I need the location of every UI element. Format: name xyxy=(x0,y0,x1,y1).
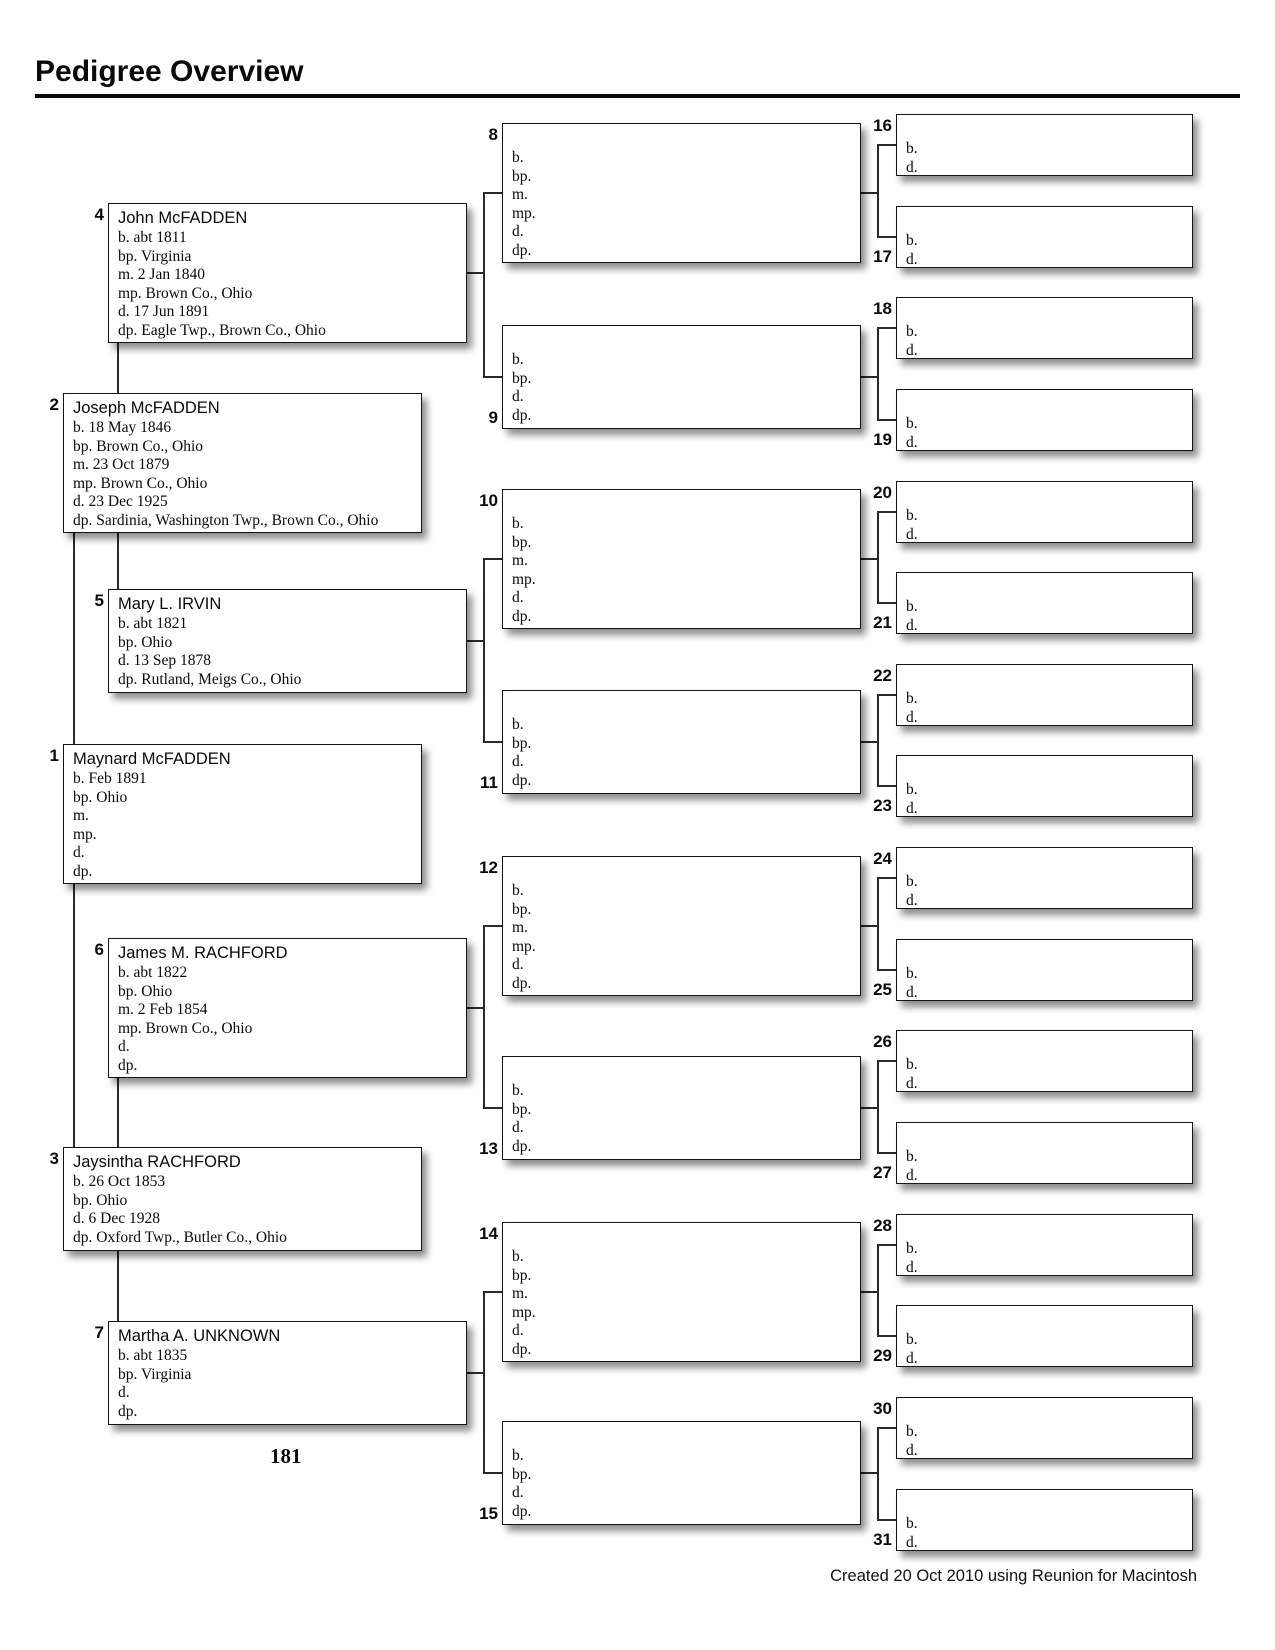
person-field-dp: dp. Oxford Twp., Butler Co., Ohio xyxy=(73,1228,287,1246)
person-number: 8 xyxy=(488,125,498,144)
person-field-mp: mp. Brown Co., Ohio xyxy=(73,474,208,492)
person-name xyxy=(512,1426,854,1447)
person-field-dp: dp. xyxy=(73,862,93,880)
connector-line xyxy=(861,558,877,560)
person-field-d: d. xyxy=(906,1441,918,1459)
person-field-dp: dp. Rutland, Meigs Co., Ohio xyxy=(118,670,302,688)
person-number: 13 xyxy=(479,1139,498,1158)
connector-line xyxy=(483,192,485,378)
person-field-bp: bp. Ohio xyxy=(73,788,128,806)
connector-line xyxy=(861,376,877,378)
connector-line xyxy=(483,192,502,194)
connector-line xyxy=(483,1291,502,1293)
person-field-d: d. xyxy=(906,341,918,359)
connector-line xyxy=(483,1291,485,1474)
person-field-b: b. xyxy=(906,965,918,982)
person-field-bp: bp. xyxy=(512,1100,532,1118)
connector-line xyxy=(877,785,896,787)
person-field-mp: mp. Brown Co., Ohio xyxy=(118,284,253,302)
person-field-d: d. xyxy=(906,983,918,1001)
person-name: Jaysintha RACHFORD xyxy=(73,1153,241,1171)
person-field-bp: bp. xyxy=(512,900,532,918)
person-name: Joseph McFADDEN xyxy=(73,399,220,417)
person-box-3 xyxy=(63,1147,422,1251)
person-name: James M. RACHFORD xyxy=(118,944,288,962)
person-field-d: d. 6 Dec 1928 xyxy=(73,1210,160,1227)
person-name: Martha A. UNKNOWN xyxy=(118,1327,281,1345)
person-field-b: b. 26 Oct 1853 xyxy=(73,1173,166,1190)
person-box-11 xyxy=(502,690,861,794)
person-box-21 xyxy=(896,572,1193,634)
connector-line xyxy=(877,511,896,513)
person-number: 6 xyxy=(94,940,104,959)
person-field-d: d. xyxy=(906,158,918,176)
connector-line xyxy=(877,1152,896,1154)
person-number: 4 xyxy=(94,205,104,224)
person-field-d: d. xyxy=(512,1322,524,1339)
person-field-bp: bp. Brown Co., Ohio xyxy=(73,437,204,455)
page-number: 181 xyxy=(270,1444,302,1468)
person-field-dp: dp. xyxy=(512,1502,532,1520)
person-field-mp: mp. Brown Co., Ohio xyxy=(118,1019,253,1037)
person-name xyxy=(512,695,854,716)
person-box-4 xyxy=(108,203,467,343)
person-field-mp: mp. xyxy=(512,1303,536,1321)
connector-line xyxy=(877,327,879,421)
connector-line xyxy=(877,1427,896,1429)
person-field-mp: mp. xyxy=(73,825,97,843)
person-field-dp: dp. xyxy=(512,406,532,424)
person-name xyxy=(512,1061,854,1082)
person-number: 30 xyxy=(873,1399,892,1418)
person-number: 29 xyxy=(873,1346,892,1365)
person-field-d: d. xyxy=(906,708,918,726)
connector-line xyxy=(877,327,896,329)
person-number: 10 xyxy=(479,491,498,510)
person-box-13 xyxy=(502,1056,861,1160)
person-field-b: b. xyxy=(512,1447,524,1464)
connector-line xyxy=(483,1107,502,1109)
person-field-b: b. xyxy=(906,1515,918,1532)
connector-line xyxy=(483,925,502,927)
person-box-6 xyxy=(108,938,467,1078)
footer-credit: Created 20 Oct 2010 using Reunion for Macintosh xyxy=(830,1567,1197,1585)
person-name xyxy=(512,494,854,515)
person-field-dp: dp. xyxy=(512,241,532,259)
person-field-d: d. xyxy=(906,891,918,909)
person-number: 22 xyxy=(873,666,892,685)
person-number: 15 xyxy=(479,1504,498,1523)
person-box-27 xyxy=(896,1122,1193,1184)
person-field-b: b. xyxy=(906,690,918,707)
person-number: 24 xyxy=(873,849,892,868)
person-number: 12 xyxy=(479,858,498,877)
person-name xyxy=(906,211,1186,232)
person-field-bp: bp. Virginia xyxy=(118,247,192,265)
person-field-dp: dp. Sardinia, Washington Twp., Brown Co., Ohio xyxy=(73,511,379,529)
person-field-b: b. xyxy=(906,323,918,340)
person-number: 23 xyxy=(873,796,892,815)
person-number: 21 xyxy=(873,613,892,632)
person-name xyxy=(906,760,1186,781)
person-field-bp: bp. xyxy=(512,734,532,752)
connector-line xyxy=(861,1472,877,1474)
person-number: 28 xyxy=(873,1216,892,1235)
person-field-m: m. xyxy=(512,919,528,936)
person-number: 2 xyxy=(49,395,59,414)
person-field-m: m. 2 Jan 1840 xyxy=(118,266,205,283)
person-field-d: d. xyxy=(906,1258,918,1276)
person-field-d: d. xyxy=(512,589,524,606)
person-field-bp: bp. xyxy=(512,369,532,387)
person-name xyxy=(512,128,854,149)
person-field-bp: bp. xyxy=(512,167,532,185)
person-field-d: d. xyxy=(118,1384,130,1401)
person-box-18 xyxy=(896,297,1193,359)
connector-line xyxy=(877,694,896,696)
page-title: Pedigree Overview xyxy=(35,55,304,88)
connector-line xyxy=(861,192,877,194)
person-box-9 xyxy=(502,325,861,429)
connector-line xyxy=(483,1472,502,1474)
person-field-b: b. xyxy=(906,507,918,524)
person-field-b: b. xyxy=(906,1423,918,1440)
person-box-17 xyxy=(896,206,1193,268)
person-number: 17 xyxy=(873,247,892,266)
person-field-d: d. xyxy=(73,844,85,861)
person-box-19 xyxy=(896,389,1193,451)
person-number: 5 xyxy=(94,591,104,610)
person-field-dp: dp. xyxy=(118,1056,138,1074)
person-field-d: d. xyxy=(906,525,918,543)
person-field-m: m. 23 Oct 1879 xyxy=(73,456,170,473)
person-field-m: m. 2 Feb 1854 xyxy=(118,1001,208,1018)
person-number: 31 xyxy=(873,1530,892,1549)
person-name xyxy=(906,1127,1186,1148)
connector-line xyxy=(483,741,502,743)
person-number: 14 xyxy=(479,1224,498,1243)
person-name: Maynard McFADDEN xyxy=(73,750,231,768)
person-name xyxy=(906,1310,1186,1331)
person-field-b: b. xyxy=(512,351,524,368)
person-field-b: b. xyxy=(906,1056,918,1073)
connector-line xyxy=(877,511,879,604)
title-underline xyxy=(35,94,1240,98)
person-field-bp: bp. Ohio xyxy=(118,982,173,1000)
connector-line xyxy=(483,558,502,560)
person-field-b: b. xyxy=(906,232,918,249)
person-field-d: d. xyxy=(906,433,918,451)
person-name xyxy=(906,852,1186,873)
connector-line xyxy=(861,925,877,927)
person-field-b: b. xyxy=(906,1331,918,1348)
person-field-d: d. xyxy=(906,799,918,817)
person-number: 11 xyxy=(480,773,498,792)
person-field-d: d. xyxy=(906,1533,918,1551)
connector-line xyxy=(877,1244,896,1246)
person-box-26 xyxy=(896,1030,1193,1092)
connector-line xyxy=(877,1060,879,1154)
connector-line xyxy=(467,272,483,274)
person-field-b: b. xyxy=(906,873,918,890)
person-field-d: d. 13 Sep 1878 xyxy=(118,652,211,669)
person-name: Mary L. IRVIN xyxy=(118,595,222,613)
person-number: 16 xyxy=(873,116,892,135)
person-field-b: b. xyxy=(906,1148,918,1165)
connector-line xyxy=(483,558,485,743)
person-field-b: b. xyxy=(906,1240,918,1257)
person-name xyxy=(906,1035,1186,1056)
person-field-d: d. xyxy=(906,1074,918,1092)
connector-line xyxy=(877,144,896,146)
connector-line xyxy=(467,1007,483,1009)
person-name xyxy=(906,394,1186,415)
person-field-dp: dp. xyxy=(512,1340,532,1358)
person-field-m: m. xyxy=(512,1285,528,1302)
person-field-b: b. xyxy=(906,598,918,615)
connector-line xyxy=(877,144,879,238)
person-field-d: d. xyxy=(906,250,918,268)
person-field-dp: dp. xyxy=(118,1402,138,1420)
person-field-m: m. xyxy=(73,807,89,824)
person-field-b: b. xyxy=(512,515,524,532)
connector-line xyxy=(877,1519,896,1521)
person-number: 25 xyxy=(873,980,892,999)
person-field-dp: dp. xyxy=(512,1137,532,1155)
person-box-30 xyxy=(896,1397,1193,1459)
person-field-b: b. xyxy=(512,1082,524,1099)
person-field-dp: dp. xyxy=(512,974,532,992)
person-field-dp: dp. Eagle Twp., Brown Co., Ohio xyxy=(118,321,326,339)
person-box-31 xyxy=(896,1489,1193,1551)
person-field-d: d. xyxy=(512,1119,524,1136)
person-field-m: m. xyxy=(512,186,528,203)
person-box-14 xyxy=(502,1222,861,1362)
person-box-28 xyxy=(896,1214,1193,1276)
connector-line xyxy=(877,877,896,879)
person-name xyxy=(906,669,1186,690)
person-name xyxy=(906,486,1186,507)
person-box-8 xyxy=(502,123,861,263)
person-number: 18 xyxy=(873,299,892,318)
connector-line xyxy=(861,741,877,743)
person-box-20 xyxy=(896,481,1193,543)
person-field-mp: mp. xyxy=(512,937,536,955)
person-box-5 xyxy=(108,589,467,693)
person-field-b: b. xyxy=(906,781,918,798)
person-number: 1 xyxy=(49,746,59,765)
person-field-mp: mp. xyxy=(512,570,536,588)
person-field-b: b. abt 1822 xyxy=(118,964,188,981)
connector-line xyxy=(467,1372,483,1374)
person-name xyxy=(906,1494,1186,1515)
person-field-d: d. xyxy=(512,956,524,973)
person-field-d: d. xyxy=(512,753,524,770)
person-box-1 xyxy=(63,744,422,884)
person-field-d: d. xyxy=(906,1349,918,1367)
person-number: 3 xyxy=(49,1149,59,1168)
connector-line xyxy=(877,1335,896,1337)
person-field-dp: dp. xyxy=(512,607,532,625)
person-name xyxy=(906,944,1186,965)
person-field-dp: dp. xyxy=(512,771,532,789)
person-box-23 xyxy=(896,755,1193,817)
connector-line xyxy=(877,602,896,604)
person-number: 7 xyxy=(94,1323,104,1342)
person-number: 26 xyxy=(873,1032,892,1051)
person-field-b: b. 18 May 1846 xyxy=(73,419,172,436)
person-box-16 xyxy=(896,114,1193,176)
person-field-b: b. xyxy=(512,149,524,166)
person-box-2 xyxy=(63,393,422,533)
connector-line xyxy=(877,969,896,971)
person-field-bp: bp. Ohio xyxy=(73,1191,128,1209)
connector-line xyxy=(877,1427,879,1521)
person-field-bp: bp. xyxy=(512,1465,532,1483)
person-name xyxy=(512,1227,854,1248)
person-field-bp: bp. xyxy=(512,533,532,551)
person-field-b: b. xyxy=(512,716,524,733)
connector-line xyxy=(483,925,485,1109)
person-field-b: b. Feb 1891 xyxy=(73,770,147,787)
person-name xyxy=(906,1219,1186,1240)
person-field-d: d. 17 Jun 1891 xyxy=(118,303,210,320)
connector-line xyxy=(861,1107,877,1109)
person-name xyxy=(512,330,854,351)
person-name xyxy=(906,119,1186,140)
person-field-d: d. xyxy=(512,388,524,405)
person-field-d: d. 23 Dec 1925 xyxy=(73,493,168,510)
person-name xyxy=(512,861,854,882)
person-field-b: b. xyxy=(512,882,524,899)
person-name xyxy=(906,1402,1186,1423)
connector-line xyxy=(877,1244,879,1337)
person-field-bp: bp. Ohio xyxy=(118,633,173,651)
person-field-d: d. xyxy=(512,1484,524,1501)
connector-line xyxy=(861,1291,877,1293)
person-field-d: d. xyxy=(906,616,918,634)
connector-line xyxy=(877,236,896,238)
person-field-mp: mp. xyxy=(512,204,536,222)
connector-line xyxy=(877,1060,896,1062)
person-box-12 xyxy=(502,856,861,996)
person-field-bp: bp. xyxy=(512,1266,532,1284)
connector-line xyxy=(877,877,879,971)
person-number: 9 xyxy=(488,408,498,427)
person-number: 27 xyxy=(873,1163,892,1182)
person-box-24 xyxy=(896,847,1193,909)
person-field-b: b. abt 1821 xyxy=(118,615,188,632)
person-field-d: d. xyxy=(512,223,524,240)
person-field-b: b. xyxy=(906,415,918,432)
person-box-15 xyxy=(502,1421,861,1525)
connector-line xyxy=(877,419,896,421)
person-name xyxy=(906,302,1186,323)
person-box-22 xyxy=(896,664,1193,726)
person-field-m: m. xyxy=(512,552,528,569)
person-box-7 xyxy=(108,1321,467,1425)
person-number: 20 xyxy=(873,483,892,502)
person-field-b: b. xyxy=(906,140,918,157)
connector-line xyxy=(877,694,879,787)
person-field-b: b. abt 1835 xyxy=(118,1347,188,1364)
person-field-d: d. xyxy=(906,1166,918,1184)
person-box-25 xyxy=(896,939,1193,1001)
person-field-b: b. xyxy=(512,1248,524,1265)
connector-line xyxy=(483,376,502,378)
person-field-b: b. abt 1811 xyxy=(118,229,187,246)
person-number: 19 xyxy=(873,430,892,449)
person-box-29 xyxy=(896,1305,1193,1367)
connector-line xyxy=(467,640,483,642)
person-field-bp: bp. Virginia xyxy=(118,1365,192,1383)
person-box-10 xyxy=(502,489,861,629)
person-name xyxy=(906,577,1186,598)
person-name: John McFADDEN xyxy=(118,209,248,227)
person-field-d: d. xyxy=(118,1038,130,1055)
